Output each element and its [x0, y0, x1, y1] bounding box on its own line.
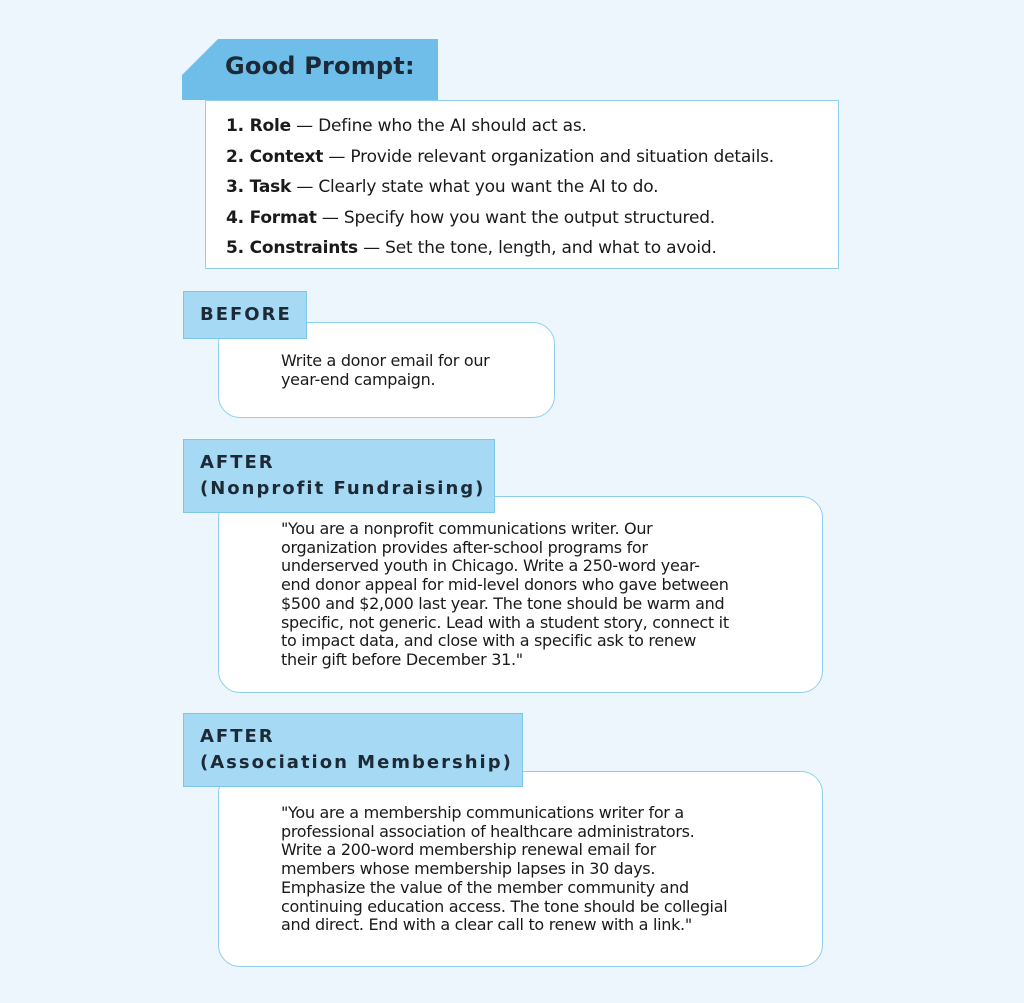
- after-nonprofit-label-line1: AFTER: [200, 452, 275, 473]
- after-nonprofit-prompt-line: their gift before December 31.": [281, 649, 523, 669]
- good-prompt-item-format: 4. Format — Specify how you want the output structured.: [226, 207, 715, 228]
- after-nonprofit-label-line2: (Nonprofit Fundraising): [200, 478, 486, 499]
- after-association-prompt-line: members whose membership lapses in 30 days.: [281, 859, 656, 879]
- before-prompt-line: year-end campaign.: [281, 369, 436, 389]
- good-prompt-item-task: 3. Task — Clearly state what you want the AI to do.: [226, 177, 659, 197]
- after-nonprofit-prompt-line: $500 and $2,000 last year. The tone should be warm and: [281, 593, 725, 613]
- after-association-prompt-line: professional association of healthcare administrators.: [281, 821, 695, 841]
- after-nonprofit-prompt-line: end donor appeal for mid-level donors who gave between: [281, 575, 729, 595]
- after-association-label-line2: (Association Membership): [200, 752, 513, 773]
- good-prompt-item-constraints: 5. Constraints — Set the tone, length, and what to avoid.: [226, 238, 717, 258]
- after-nonprofit-prompt-line: organization provides after-school programs for: [281, 537, 648, 557]
- after-nonprofit-label: [200, 450, 485, 502]
- before-prompt-text: [281, 352, 489, 389]
- after-association-prompt-text: [281, 804, 727, 935]
- after-association-prompt-line: Emphasize the value of the member community and: [281, 877, 689, 897]
- before-prompt-line: Write a donor email for our: [281, 351, 490, 370]
- after-association-label-line1: AFTER: [200, 726, 275, 747]
- after-association-prompt-line: and direct. End with a clear call to renew with a link.": [281, 915, 692, 935]
- after-association-label: [200, 724, 513, 776]
- after-association-prompt-line: continuing education access. The tone should be collegial: [281, 896, 728, 916]
- after-nonprofit-prompt-text: [281, 520, 729, 670]
- after-association-prompt-line: Write a 200-word membership renewal email for: [281, 840, 656, 860]
- after-nonprofit-prompt-line: to impact data, and close with a specific ask to renew: [281, 631, 697, 651]
- after-nonprofit-prompt-line: underserved youth in Chicago. Write a 250-word year-: [281, 556, 700, 576]
- good-prompt-item-context: 2. Context — Provide relevant organization and situation details.: [226, 146, 774, 167]
- before-label: BEFORE: [200, 304, 292, 325]
- after-nonprofit-prompt-line: "You are a nonprofit communications writer. Our: [281, 519, 653, 538]
- good-prompt-item-role: 1. Role — Define who the AI should act as.: [226, 116, 587, 136]
- after-association-prompt-line: "You are a membership communications writer for a: [281, 803, 684, 822]
- good-prompt-title: Good Prompt:: [225, 52, 415, 80]
- good-prompt-list: [226, 113, 774, 266]
- after-nonprofit-prompt-line: specific, not generic. Lead with a student story, connect it: [281, 612, 729, 632]
